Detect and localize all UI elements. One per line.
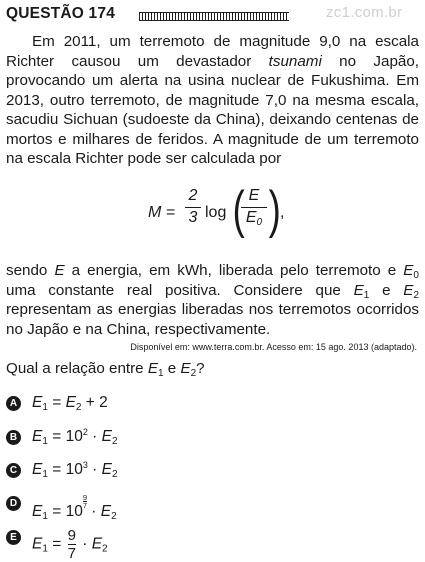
formula-log: log bbox=[205, 204, 227, 221]
option-letter-badge: D bbox=[6, 496, 21, 511]
formula-paren-right: ) bbox=[268, 181, 281, 239]
watermark: zc1.com.br bbox=[326, 4, 403, 21]
question-prompt: Qual a relação entre $E_1$ e $E_2$? bbox=[6, 360, 205, 379]
richter-formula bbox=[148, 182, 288, 248]
source-citation: Disponível em: www.terra.com.br. Acesso em: 15 ago. 2013 (adaptado). bbox=[130, 342, 417, 352]
option-text: $E_1 = 10^2 \cdot E_2$ bbox=[32, 427, 118, 447]
formula-lhs: M = bbox=[148, 204, 176, 221]
option-text: $E_1 = 10^3 \cdot E_2$ bbox=[32, 460, 118, 480]
option-letter-badge: B bbox=[6, 430, 21, 445]
option-text: $E_1 = 10$ $\frac{9}{7}$ · $E_2$ bbox=[32, 493, 117, 522]
formula-coefficient: 2 3 bbox=[185, 187, 201, 227]
exponent-fraction: $\frac{9}{7}$ bbox=[82, 493, 87, 510]
option-letter-badge: C bbox=[6, 463, 21, 478]
option-text: $E_1$ = $\frac{9}{7}$ · $E_2$ bbox=[32, 527, 108, 562]
question-header bbox=[4, 4, 422, 26]
formula-energy-ratio: E $E_0$ bbox=[241, 187, 267, 227]
header-stripe bbox=[139, 12, 289, 21]
option-fraction: $\frac{9}{7}$ bbox=[67, 527, 76, 562]
formula-comma: , bbox=[280, 204, 285, 221]
statement-paragraph-2: sendo E a energia, em kWh, liberada pelo terremoto e $E_0$ uma constante real positiva. Considere que $E_1$ e $E_2$ representam as energias liberadas nos terremotos ocorridos no Japão e na China, respectivamente. bbox=[6, 262, 419, 338]
option-letter-badge: A bbox=[6, 396, 21, 411]
option-text: $E_1 = E_2 + 2$ bbox=[32, 394, 108, 413]
question-title: QUESTÃO 174 bbox=[6, 5, 116, 22]
option-letter-badge: E bbox=[6, 530, 21, 545]
formula-paren-left: ( bbox=[232, 181, 245, 239]
statement-paragraph-1: Em 2011, um terremoto de magnitude 9,0 na escala Richter causou um devastador tsunami no Japão, provocando um alerta na usina nuclear de Fukushima. Em 2013, outro terremoto, de magnitude 7,0 na mesma escala, sacudiu Sichuan (sudoeste da China), deixando centenas de mortos e milhares de feridos. A magnitude de um terremoto na escala Richter pode ser calculada por bbox=[6, 33, 419, 167]
